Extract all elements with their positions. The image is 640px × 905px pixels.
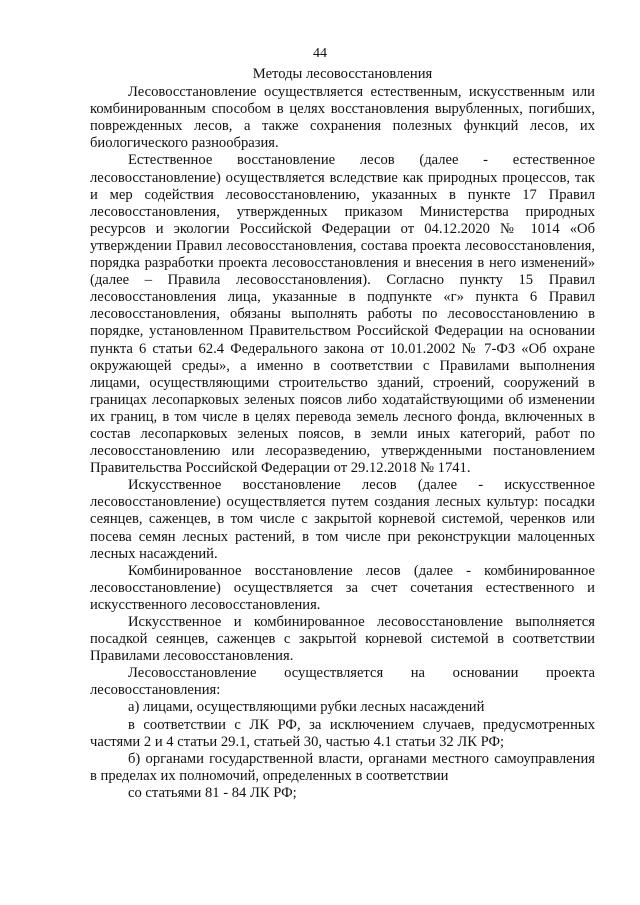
list-item-b-continuation: со статьями 81 - 84 ЛК РФ; xyxy=(128,784,297,801)
list-item-a: а) лицами, осуществляющими рубки лесных насаждений xyxy=(128,699,485,716)
paragraph-project-basis: Лесовосстановление осуществляется на основании проекта лесовосстановления: xyxy=(90,665,595,699)
paragraph-planting-method: Искусственное и комбинированное лесовосстановление выполняется посадкой сеянцев, саженцев с закрытой корневой системой в соответствии Правилами лесовосстановления. xyxy=(90,614,595,665)
list-item-b: б) органами государственной власти, органами местного самоуправления в пределах их полномочий, определенных в соответствии xyxy=(90,750,595,784)
paragraph-artificial-reforestation: Искусственное восстановление лесов (далее - искусственное лесовосстановление) осуществляется путем создания лесных культур: посадки сеянцев, саженцев, в том числе с закрытой корневой системой, черенков или посева семян лесных растений, в том числе при реконструкции малоценных лесных насаждений. xyxy=(90,477,595,562)
list-item-a-continuation: в соответствии с ЛК РФ, за исключением случаев, предусмотренных частями 2 и 4 статьи 29.1, статьей 30, частью 4.1 статьи 32 ЛК РФ; xyxy=(90,716,595,750)
page-number: 44 xyxy=(313,46,327,61)
document-body xyxy=(90,66,595,802)
paragraph-natural-reforestation: Естественное восстановление лесов (далее - естественное лесовосстановление) осуществляется вследствие как природных процессов, так и мер содействия лесовосстановлению, указанных в пункте 17 Правил лесовосстановления, утвержденных приказом Министерства природных ресурсов и экологии Российской Федерации от 04.12.2020 № 1014 «Об утверждении Правил лесовосстановления, состава проекта лесовосстановления, порядка разработки проекта лесовосстановления и внесения в него изменений» (далее – Правила лесовосстановления). Согласно пункту 15 Правил лесовосстановления лица, указанные в подпункте «г» пункта 6 Правил лесовосстановления, обязаны выполнять работы по лесовосстановлению в порядке, установленном Правительством Российской Федерации на основании пункта 6 статьи 62.4 Федерального закона от 10.01.2002 № 7-ФЗ «Об охране окружающей среды», а именно в соответствии с Правилами выполнения лицами, осуществляющими строительство зданий, строений, сооружений в границах лесопарковых зеленых поясов либо ходатайствующими об изменении их границ, в том числе в целях перевода земель лесного фонда, включенных в состав лесопарковых зеленых поясов, в земли иных категорий, работ по лесовосстановлению или лесоразведению, утвержденными постановлением Правительства Российской Федерации от 29.12.2018 № 1741. xyxy=(90,152,595,477)
paragraph-reforestation-methods: Лесовосстановление осуществляется естественным, искусственным или комбинированным способом в целях восстановления вырубленных, погибших, поврежденных лесов, а также сохранения полезных функций лесов, их биологического разнообразия. xyxy=(90,84,595,152)
section-heading: Методы лесовосстановления xyxy=(252,66,433,82)
paragraph-combined-reforestation: Комбинированное восстановление лесов (далее - комбинированное лесовосстановление) осуществляется за счет сочетания естественного и искусственного лесовосстановления. xyxy=(90,562,595,613)
